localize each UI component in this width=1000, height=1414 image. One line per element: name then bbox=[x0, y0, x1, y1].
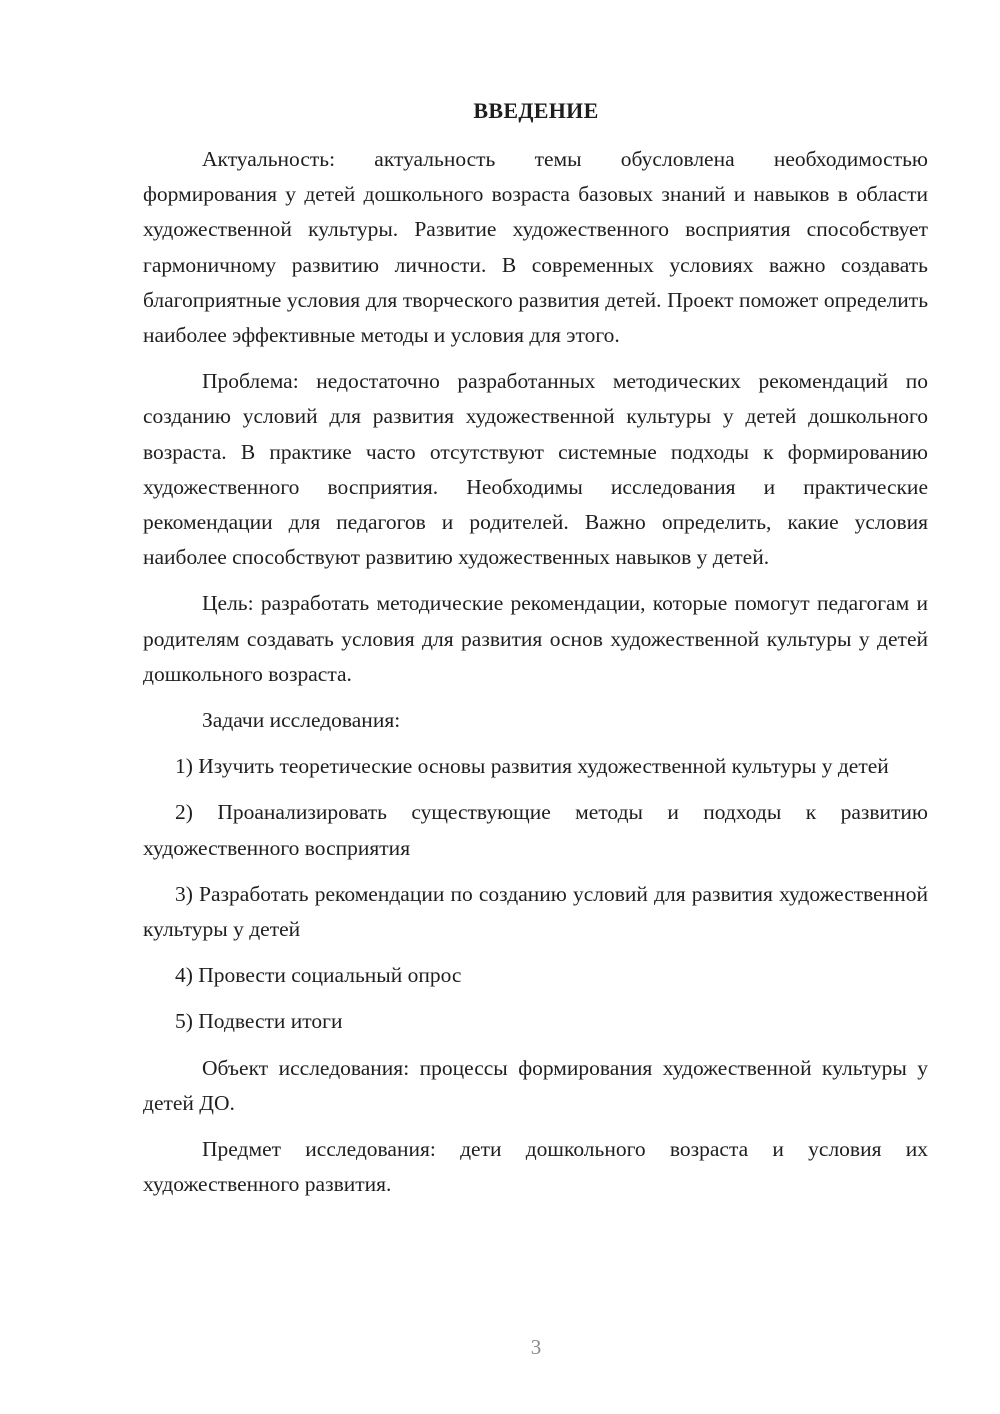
section-heading: ВВЕДЕНИЕ bbox=[473, 98, 599, 123]
page-number: 3 bbox=[530, 1335, 542, 1359]
tasks-list bbox=[143, 749, 928, 1039]
paragraph-relevance: Актуальность: актуальность темы обусловлена необходимостью формирования у детей дошкольного возраста базовых знаний и навыков в области художественной культуры. Развитие художественного восприятия способствует гармоничному развитию личности. В современных условиях важно создавать благоприятные условия для творческого развития детей. Проект поможет определить наиболее эффективные методы и условия для этого. bbox=[143, 147, 928, 348]
document-body bbox=[143, 142, 928, 1202]
paragraph-object: Объект исследования: процессы формирования художественной культуры у детей ДО. bbox=[143, 1055, 928, 1115]
paragraph-subject: Предмет исследования: дети дошкольного возраста и условия их художественного развития. bbox=[143, 1137, 928, 1197]
list-item: 1) Изучить теоретические основы развития художественной культуры у детей bbox=[175, 754, 889, 779]
paragraph-tasks-title: Задачи исследования: bbox=[202, 708, 401, 733]
paragraph-goal: Цель: разработать методические рекомендации, которые помогут педагогам и родителям создавать условия для развития основ художественной культуры у детей дошкольного возраста. bbox=[143, 591, 928, 686]
list-item: 5) Подвести итоги bbox=[175, 1009, 343, 1034]
list-item: 3) Разработать рекомендации по созданию условий для развития художественной культуры у детей bbox=[143, 881, 928, 942]
list-item: 2) Проанализировать существующие методы и подходы к развитию художественного восприятия bbox=[143, 800, 928, 860]
list-item: 4) Провести социальный опрос bbox=[175, 963, 462, 988]
paragraph-problem: Проблема: недостаточно разработанных методических рекомендаций по созданию условий для развития художественной культуры у детей дошкольного возраста. В практике часто отсутствуют системные подходы к формированию художественного восприятия. Необходимы исследования и практические рекомендации для педагогов и родителей. Важно определить, какие условия наиболее способствуют развитию художественных навыков у детей. bbox=[143, 369, 928, 570]
